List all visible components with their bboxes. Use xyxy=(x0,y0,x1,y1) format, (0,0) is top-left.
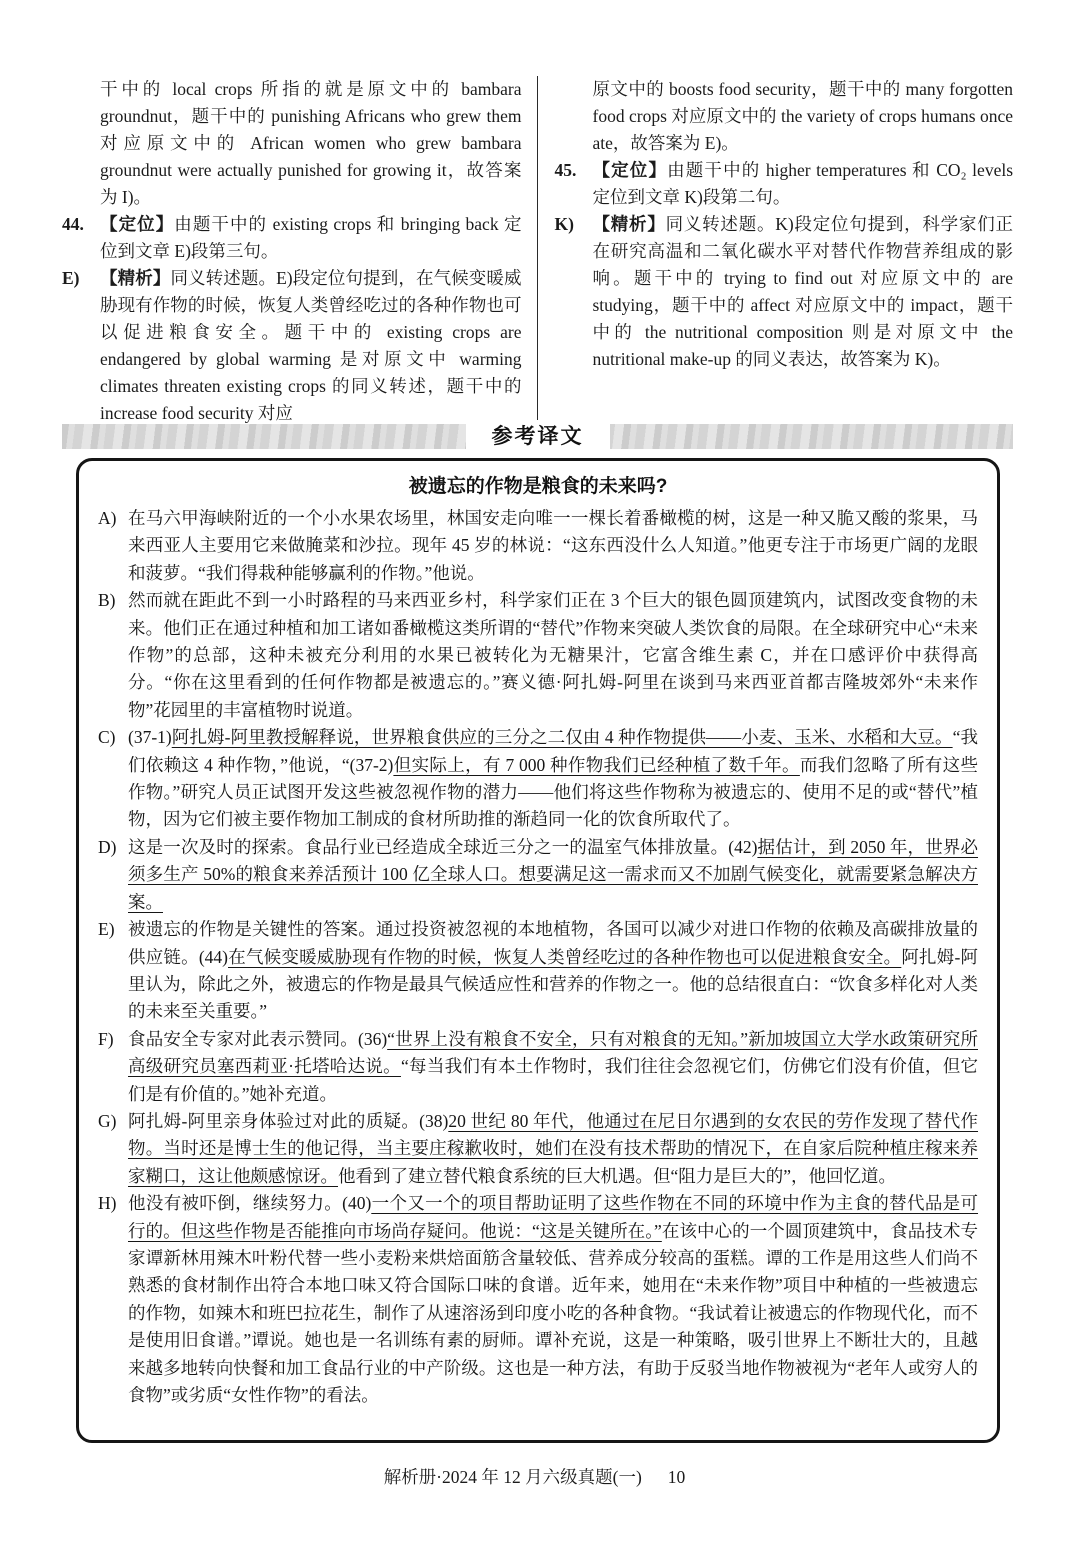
text-segment: “我们依赖这 4 种作物，”他说，“(37-2) xyxy=(128,727,978,775)
analysis-right-items xyxy=(555,157,1014,373)
paragraph-label: F) xyxy=(98,1028,114,1049)
text-segment: 被遗忘的作物是关键性的答案。通过投资被忽视的本地植物，各国可以减少对进口作物的依赖及高碳排放量的供应链。(44) xyxy=(128,919,978,967)
page-number: 10 xyxy=(667,1467,686,1487)
paragraph-label: B) xyxy=(98,590,116,611)
section-title: 参考译文 xyxy=(466,420,610,450)
translation-paragraph xyxy=(98,834,978,916)
text-segment: 阿扎姆-阿里认为，除此之外，被遗忘的作物是最具气候适应性和营养的作物之一。他的总结很直白：“饮食多样化对人类的未来至关重要。” xyxy=(128,946,979,1022)
item-label: 44. xyxy=(62,214,84,234)
paragraph-label: A) xyxy=(98,508,117,528)
continuation-paragraph: 原文中的 boosts food security，题干中的 many forgotten food crops 对应原文中的 the variety of crops humans once ate，故答案为 E)。 xyxy=(592,79,1013,153)
text-segment: (37-1) xyxy=(128,727,172,748)
analysis-item xyxy=(555,157,1014,211)
item-text: 同义转述题。E)段定位句提到，在气候变暖威胁现有作物的时候，恢复人类曾经吃过的各种作物也可以促进粮食安全。题干中的 existing crops are endangered by global warming 是对原文中 warming climates threaten existing crops 的同义转述，题干中的 increase food security 对应 xyxy=(100,268,522,423)
translation-paragraphs xyxy=(98,505,978,1409)
item-text: 由题干中的 existing crops 和 bringing back 定位到文章 E)段第三句。 xyxy=(100,214,522,261)
item-tag: 【精析】 xyxy=(592,214,666,234)
answer-analysis-section xyxy=(62,76,1013,427)
analysis-item xyxy=(555,211,1014,373)
underlined-segment: 20 世纪 80 年代，他通过在尼日尔遇到的女农民的劳作发现了替代作物。当时还是博士生的他记得，当主要庄稼歉收时，她们在没有技术帮助的情况下，在自家后院种植庄稼来养家糊口，这让他颇感惊讶。 xyxy=(128,1110,979,1186)
translation-paragraph xyxy=(98,916,978,1026)
analysis-left-column xyxy=(62,76,538,427)
translation-box xyxy=(76,458,1000,1443)
translation-paragraph xyxy=(98,1026,978,1108)
text-segment: 而我们忽略了所有这些作物。”研究人员正试图开发这些被忽视作物的潜力——他们将这些作物称为被遗忘的、使用不足的或“替代”植物，因为它们被主要作物加工制成的食材所助推的渐趋同一化的饮食所取代了。 xyxy=(128,754,979,830)
paragraph-label: G) xyxy=(98,1110,117,1131)
item-tag: 【定位】 xyxy=(100,214,175,234)
booklet-label: 解析册·2024 年 12 月六级真题(一) xyxy=(383,1467,642,1487)
analysis-item xyxy=(62,265,522,427)
analysis-item xyxy=(62,211,522,265)
text-segment: 阿扎姆-阿里亲身体验过对此的质疑。(38) xyxy=(128,1110,449,1131)
underlined-segment: 在气候变暖威胁现有作物的时候，恢复人类曾经吃过的各种作物也可以促进粮食安全。 xyxy=(228,946,902,967)
translation-paragraph xyxy=(98,505,978,587)
text-segment: 在马六甲海峡附近的一个小水果农场里，林国安走向唯一一棵长着番橄榄的树，这是一种又脆又酸的浆果，马来西亚人主要用它来做腌菜和沙拉。现年 45 岁的林说：“这东西没什么人知道。”他更专注于市场更广阔的龙眼和菠萝。“我们得栽种能够赢利的作物。”他说。 xyxy=(128,508,978,583)
underlined-segment: 阿扎姆-阿里教授解释说，世界粮食供应的三分之二仅由 4 种作物提供——小麦、玉米、水稻和大豆。 xyxy=(171,727,953,748)
text-segment: 然而就在距此不到一小时路程的马来西亚乡村，科学家们正在 3 个巨大的银色圆顶建筑内，试图改变食物的未来。他们正在通过种植和加工诸如番橄榄这类所谓的“替代”作物来突破人类饮食的局限。在全球研究中心“未来作物”的总部，这种未被充分利用的水果已被转化为无糖果汁，它富含维生素 C，并在口感评价中获得高分。“你在这里看到的任何作物都是被遗忘的。”赛义德·阿扎姆-阿里在谈到马来西亚首都吉隆坡郊外“未来作物”花园里的丰富植物时说道。 xyxy=(128,590,978,720)
underlined-segment: 一个又一个的项目帮助证明了这些作物在不同的环境中作为主食的替代品是可行的。但这些作物是否能推向市场尚存疑问。他说：“这是关键所在。” xyxy=(128,1193,979,1241)
translation-paragraph xyxy=(98,587,978,724)
analysis-right-column xyxy=(538,76,1014,427)
analysis-left-items xyxy=(62,211,522,427)
underlined-segment: “世界上没有粮食不安全，只有对粮食的无知。”新加坡国立大学水政策研究所高级研究员塞西莉亚·托塔哈达说。 xyxy=(128,1028,978,1077)
paragraph-label: D) xyxy=(98,836,117,857)
underlined-segment: 但实际上，有 7 000 种作物我们已经种植了数千年。 xyxy=(393,754,800,775)
item-label: E) xyxy=(62,268,80,288)
text-segment: “每当我们有本土作物时，我们往往会忽视它们，仿佛它们没有价值，但它们是有价值的。”她补充道。 xyxy=(128,1056,979,1104)
item-label: 45. xyxy=(554,160,577,180)
continuation-paragraph: 干中的 local crops 所指的就是原文中的 bambara groundnut，题干中的 punishing Africans who grew them 对应原文中的 African women who grew bambara groundnut were actually punished for growing it，故答案为 I)。 xyxy=(100,79,522,207)
translation-paragraph xyxy=(98,724,978,834)
item-tag: 【定位】 xyxy=(592,160,668,180)
text-segment: 他看到了建立替代粮食系统的巨大机遇。但“阻力是巨大的”，他回忆道。 xyxy=(338,1165,897,1186)
text-segment: 在该中心的一个圆顶建筑中，食品技术专家谭新林用辣木叶粉代替一些小麦粉来烘焙面筋含量较低、营养成分较高的蛋糕。谭的工作是用这些人们尚不熟悉的食材制作出符合本地口味又符合国际口味的食谱。近年来，她用在“未来作物”项目中种植的一些被遗忘的作物，如辣木和班巴拉花生，制作了从速溶汤到印度小吃的各种食物。“我试着让被遗忘的作物现代化，而不是使用旧食谱。”谭说。她也是一名训练有素的厨师。谭补充说，这是一种策略，吸引世界上不断壮大的，且越来越多地转向快餐和加工食品行业的中产阶级。这也是一种方法，有助于反驳当地作物被视为“老年人或穷人的食物”或劣质“女性作物”的看法。 xyxy=(128,1220,978,1405)
page-footer xyxy=(0,1464,1069,1489)
item-text: 同义转述题。K)段定位句提到，科学家们正在研究高温和二氧化碳水平对替代作物营养组成的影响。题干中的 trying to find out 对应原文中的 are studying，题干中的 affect 对应原文中的 impact，题干中的 the nutritional composition 则是对原文中 the nutritional make-up 的同义表达，故答案为 K)。 xyxy=(592,214,1014,369)
translation-paragraph xyxy=(98,1190,978,1409)
text-segment: 他没有被吓倒，继续努力。(40) xyxy=(128,1193,372,1214)
text-segment: 这是一次及时的探索。食品行业已经造成全球近三分之一的温室气体排放量。(42) xyxy=(128,836,758,857)
underlined-segment: 据估计，到 2050 年，世界必须多生产 50%的粮食来养活预计 100 亿全球人口。想要满足这一需求而又不加剧气候变化，就需要紧急解决方案。 xyxy=(128,836,979,912)
paragraph-label: E) xyxy=(98,919,115,940)
text-segment: 食品安全专家对此表示赞同。(36) xyxy=(128,1028,388,1049)
translation-paragraph xyxy=(98,1108,978,1190)
item-text: 由题干中的 higher temperatures 和 CO₂ levels 定位到文章 K)段第二句。 xyxy=(592,160,1014,207)
item-tag: 【精析】 xyxy=(100,268,171,288)
reference-translation-band xyxy=(62,424,1013,449)
paragraph-label: C) xyxy=(98,727,116,748)
item-label: K) xyxy=(554,214,574,234)
paragraph-label: H) xyxy=(98,1193,117,1214)
passage-title: 被遗忘的作物是粮食的未来吗? xyxy=(408,476,668,497)
